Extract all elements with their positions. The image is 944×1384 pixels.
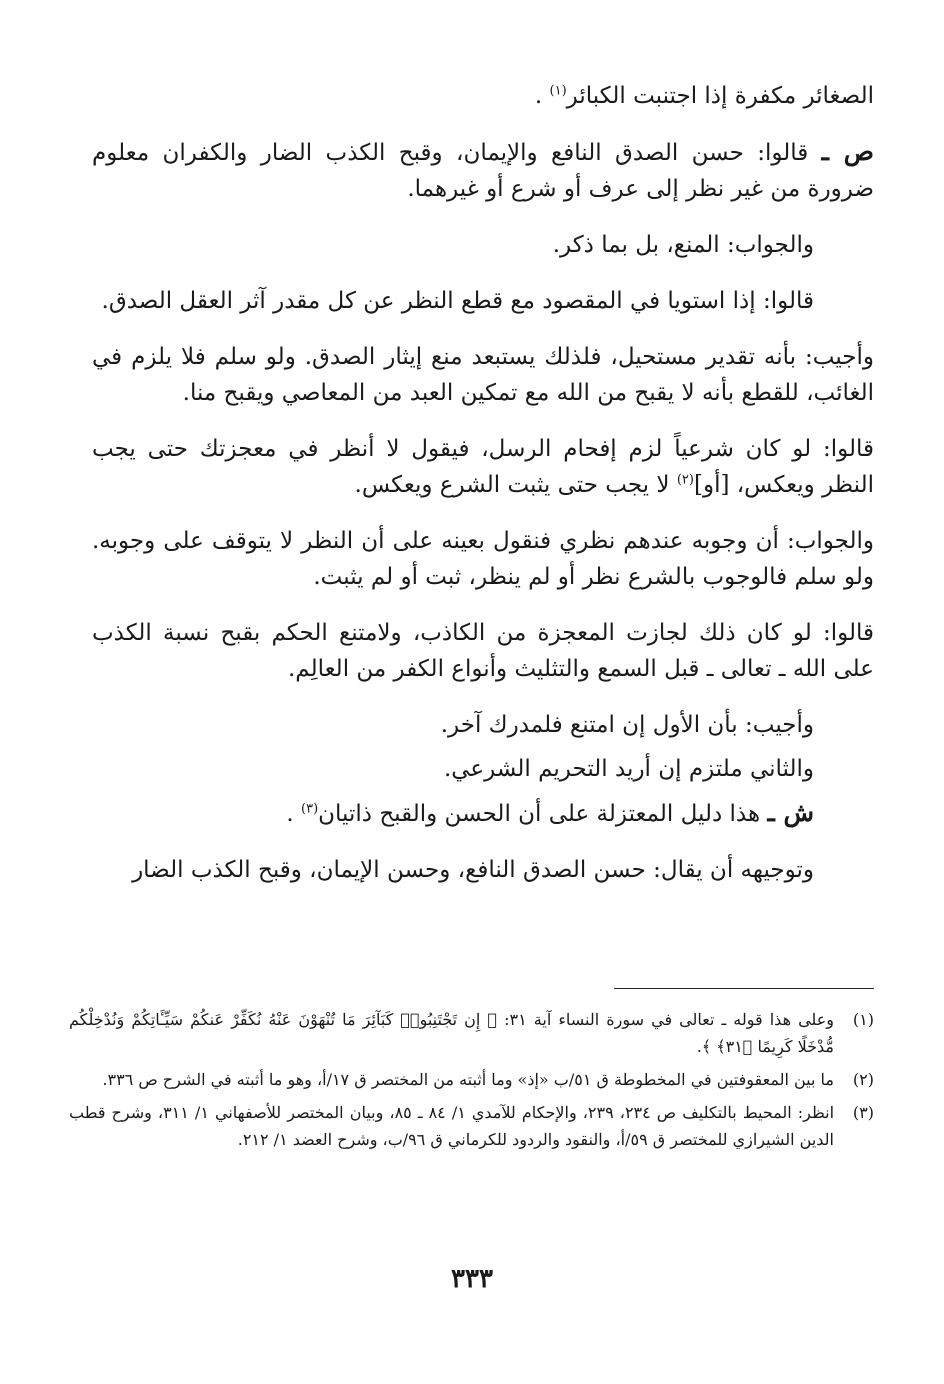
footnote-text: انظر: المحيط بالتكليف ص ٢٣٤، ٢٣٩، والإحكام للآمدي ١/ ٨٤ ـ ٨٥، وبيان المختصر للأصفهاني ١/ ٣١١، وشرح قطب الدين الشيرازي للمختصر ق ٥٩/أ، والنقود والردود للكرماني ق ٩٦/ب، وشرح العضد ١/ ٢١٢.: [69, 1103, 835, 1149]
paragraph-6: [92, 431, 874, 503]
footnote-3: [69, 1099, 874, 1153]
footnote-number: (٢): [852, 1070, 874, 1089]
footnote-1: [69, 1006, 874, 1060]
footnotes: [69, 1006, 874, 1159]
paragraph-8: قالوا: لو كان ذلك لجازت المعجزة من الكاذب، ولامتنع الحكم بقبح نسبة الكذب على الله ـ تعالى ـ قبل السمع والتثليث وأنواع الكفر من العالِم.: [92, 620, 874, 682]
paragraph-10: والثاني ملتزم إن أريد التحريم الشرعي.: [443, 756, 814, 782]
paragraph-text-a: قالوا: لو كان شرعياً لزم إفحام الرسل، فيقول لا أنظر في معجزتك حتى يجب النظر ويعكس، [أو]: [92, 436, 874, 498]
paragraph-text: وأجيب: بأنه تقدير مستحيل، فلذلك يستبعد منع إيثار الصدق. ولو سلم فلا يلزم في الغائب، للقطع بأنه لا يقبح من الله مع تمكين العبد من المعاصي ويقبح منا.: [92, 344, 874, 406]
paragraph-7: والجواب: أن وجوبه عندهم نظري فنقول بعينه على أن النظر لا يتوقف على وجوبه. ولو سلم فالوجوب بالشرع نظر أو لم ينظر، ثبت أو لم يثبت.: [92, 528, 874, 590]
footnote-number: (٣): [852, 1103, 874, 1122]
footnote-text: وعلى هذا قوله ـ تعالى في سورة النساء آية ٣١: ﴿ إِن تَجْتَنِبُوا۟ كَبَآئِرَ مَا تُنْهَوْنَ عَنْهُ نُكَفِّرْ عَنكُمْ سَيِّـَٔاتِكُمْ وَنُدْخِلْكُم مُّدْخَلًا كَرِيمًا ﴿٣١﴾ ﴾.: [69, 1010, 834, 1056]
paragraph-11: [92, 795, 874, 832]
page-number: ٣٣٣: [451, 1264, 493, 1294]
footnote-2: [69, 1066, 874, 1093]
paragraph-text-b: لا يجب حتى يثبت الشرع ويعكس.: [354, 472, 670, 498]
paragraph-9: وأجيب: بأن الأول إن امتنع فلمدرك آخر.: [440, 712, 814, 738]
section-marker-shin: ش ـ: [767, 798, 814, 827]
paragraph-end: .: [286, 801, 294, 827]
main-text: [92, 78, 874, 888]
paragraph-text: قالوا: حسن الصدق النافع والإيمان، وقبح الكذب الضار والكفران معلوم ضرورة من غير نظر إلى عرف أو شرع أو غيرهما.: [92, 140, 874, 202]
section-marker-sad: ص ـ: [821, 137, 874, 166]
paragraph-1: [92, 78, 874, 114]
footnote-text: ما بين المعقوفتين في المخطوطة ق ٥١/ب «إذ» وما أثبته من المختصر ق ١٧/أ، وهو ما أثبته في الشرح ص ٣٣٦.: [102, 1070, 834, 1089]
paragraph-5: [92, 339, 874, 411]
paragraph-4: قالوا: إذا استويا في المقصود مع قطع النظر عن كل مقدر آثر العقل الصدق.: [101, 288, 814, 314]
paragraph-12: وتوجيهه أن يقال: حسن الصدق النافع، وحسن الإيمان، وقبح الكذب الضار: [132, 857, 814, 883]
footnote-ref-3[interactable]: (٣): [301, 801, 319, 817]
footnote-ref-2[interactable]: (٢): [676, 472, 694, 488]
footnote-separator: [614, 988, 874, 989]
footnote-ref-1[interactable]: (١): [549, 83, 567, 99]
footnote-number: (١): [852, 1010, 874, 1029]
paragraph-2: [92, 134, 874, 207]
paragraph-text: الصغائر مكفرة إذا اجتنبت الكبائر: [566, 83, 874, 109]
paragraph-end: .: [534, 83, 543, 109]
paragraph-3: والجواب: المنع، بل بما ذكر.: [552, 232, 814, 258]
paragraph-text: هذا دليل المعتزلة على أن الحسن والقبح ذاتيان: [318, 801, 761, 827]
